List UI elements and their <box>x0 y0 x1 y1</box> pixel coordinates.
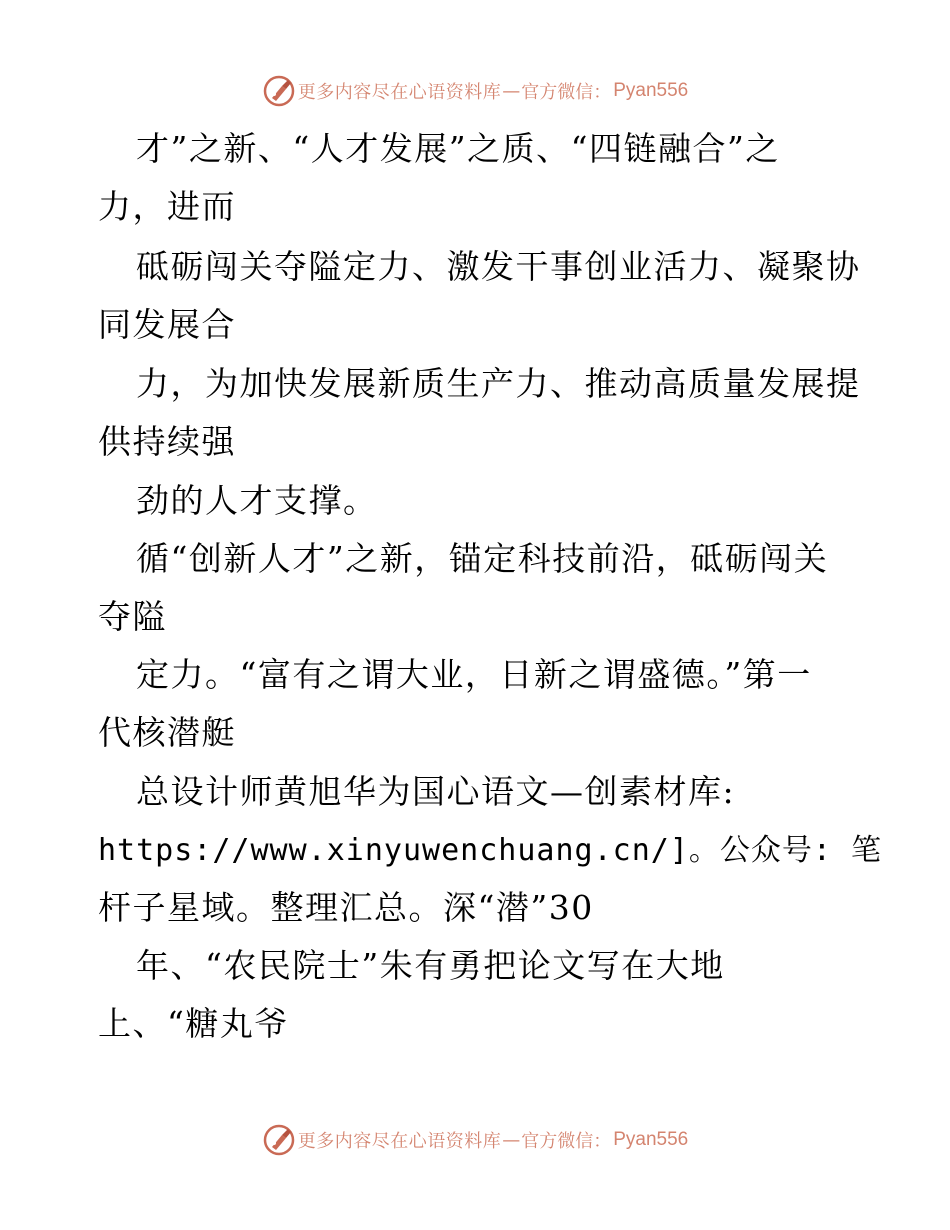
watermark-official-label: 官方微信： <box>521 82 612 103</box>
watermark-official-label: 官方微信： <box>521 1131 612 1152</box>
text-line: 力，为加快发展新质生产力、推动高质量发展提 <box>136 364 861 403</box>
watermark-header <box>0 71 950 111</box>
text-line: 夺隘 <box>98 597 167 636</box>
text-line: 代核潜艇 <box>98 713 236 752</box>
text-line: 才”之新、“人才发展”之质、“四链融合”之 <box>136 129 780 168</box>
text-line: 力，进而 <box>98 187 236 226</box>
text-line: 定力。“富有之谓大业，日新之谓盛德。”第一 <box>136 655 812 694</box>
text-line: 供持续强 <box>98 422 236 461</box>
text-line: 循“创新人才”之新，锚定科技前沿，砥砺闯关 <box>136 539 829 578</box>
watermark-brand: 更多内容尽在心语资料库 <box>297 82 502 103</box>
pen-logo-icon <box>262 1123 296 1157</box>
text-line: 总设计师黄旭华为国心语文—创素材库: <box>136 772 736 811</box>
text-line: https://www.xinyuwenchuang.cn/]。公众号: 笔 <box>98 833 883 868</box>
watermark-brand: 更多内容尽在心语资料库 <box>297 1131 502 1152</box>
watermark-footer <box>0 1120 950 1160</box>
text-line: 年、“农民院士”朱有勇把论文写在大地 <box>136 946 725 985</box>
text-line: 砥砺闯关夺隘定力、激发干事创业活力、凝聚协 <box>136 247 861 286</box>
pen-logo-icon <box>262 74 296 108</box>
watermark-wechat-id: Pyan556 <box>613 80 689 101</box>
watermark-dash: — <box>502 80 521 102</box>
text-line: 杆子星域。整理汇总。深“潜”30 <box>98 888 594 927</box>
text-line: 劲的人才支撑。 <box>136 481 378 520</box>
text-line: 同发展合 <box>98 305 236 344</box>
watermark-wechat-id: Pyan556 <box>613 1129 689 1150</box>
watermark-dash: — <box>502 1129 521 1151</box>
text-line: 上、“糖丸爷 <box>98 1004 289 1043</box>
